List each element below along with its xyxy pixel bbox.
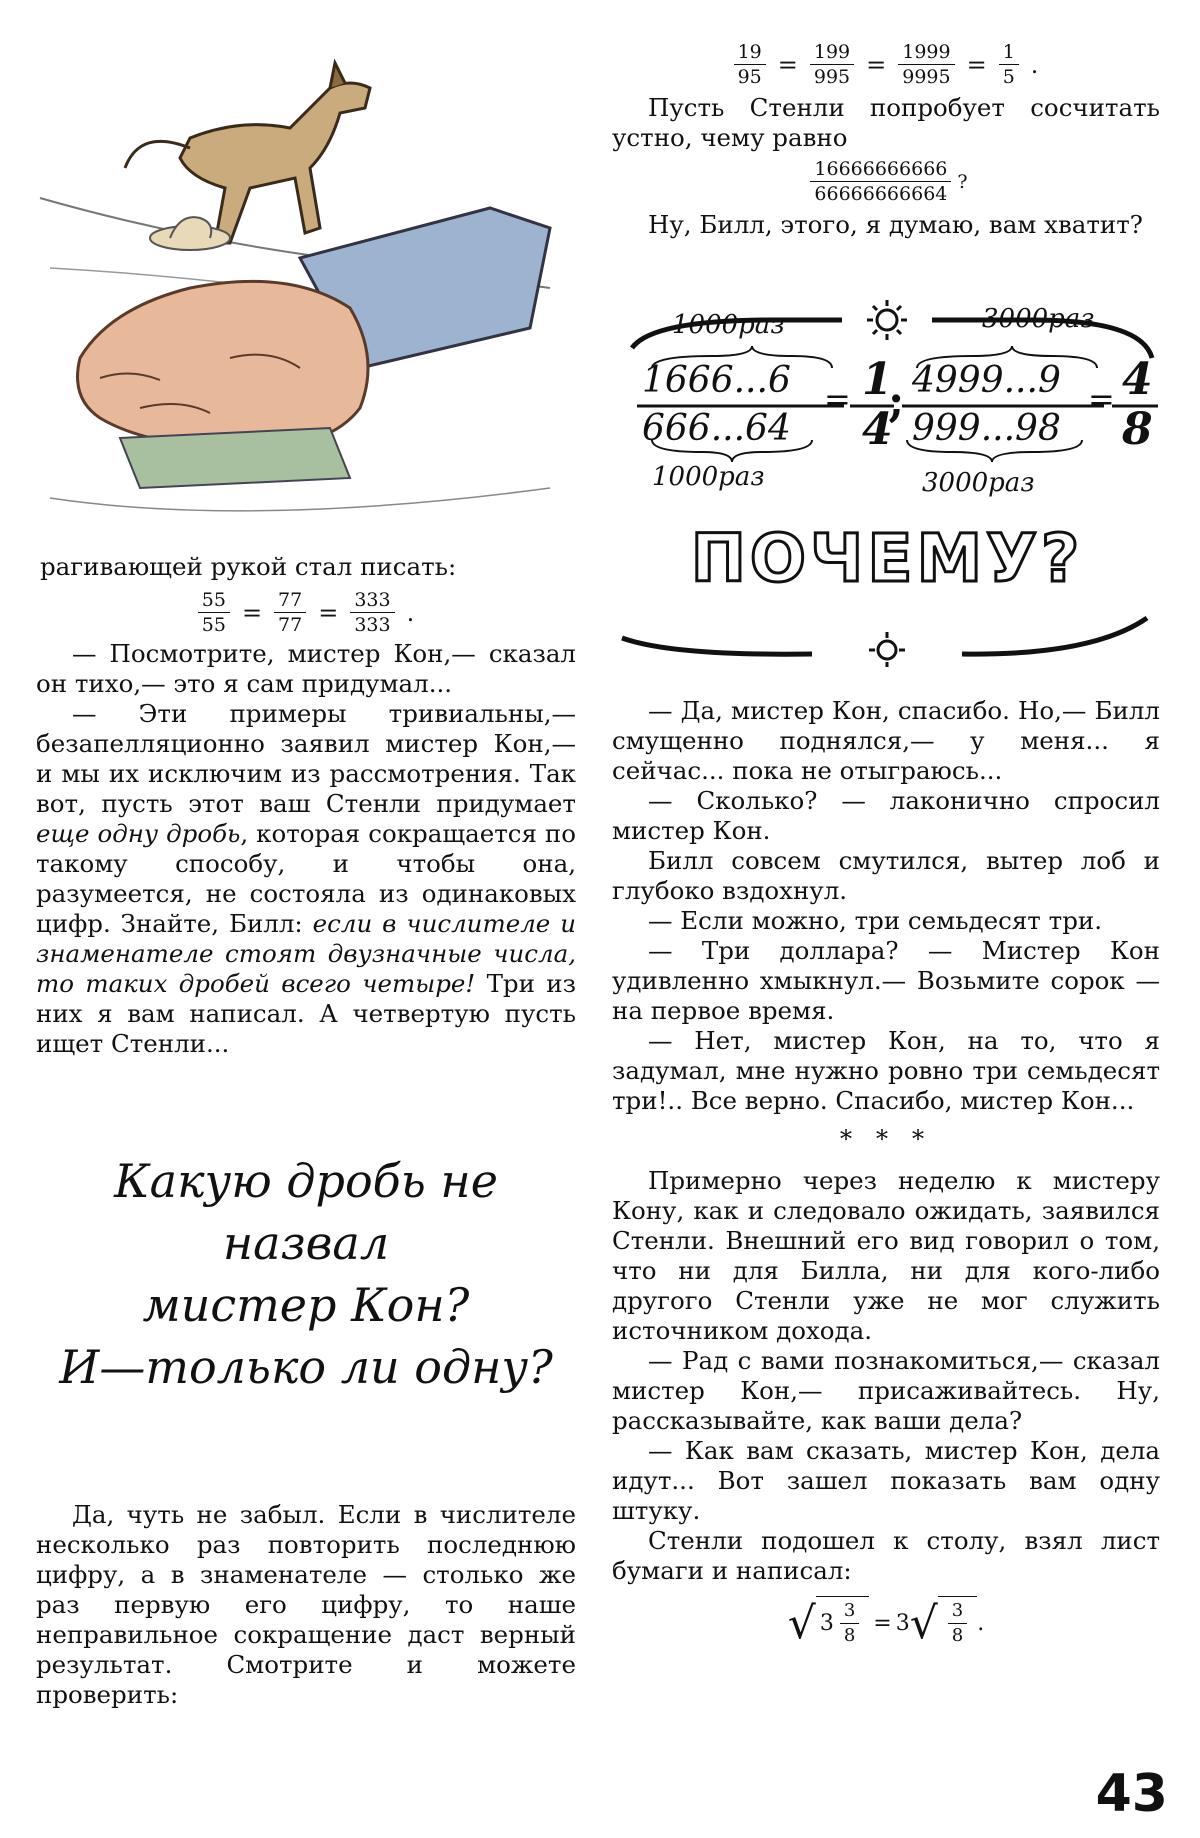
script-line: И—только ли одну? (59, 1340, 553, 1394)
fraction-equation-2: $\frac{19}{95}$ = $\frac{199}{995}$ = $\frac{1999}{9995}$ = $\frac{1}{5}$ . (612, 40, 1160, 89)
fraction: $\frac{19}{95}$ (734, 40, 766, 89)
why-box (612, 298, 1160, 668)
fraction: $\frac{199}{995}$ (810, 40, 854, 89)
left-text-block-1 (36, 552, 576, 1059)
script-line: Какую дробь не назвал (114, 1154, 498, 1270)
equals-sign: = (1088, 380, 1115, 418)
big-fraction: $\frac{16666666666}{66666666664}$ ? (612, 157, 1160, 206)
label-3000-bottom: 3000раз (922, 468, 1035, 498)
paragraph: Да, чуть не забыл. Если в числителе несколько раз повторить последнюю цифру, а в знаменателе — столько же раз первую его цифру, то наше неправильное сокращение даст верный результат. Смотрите и можете проверить: (36, 1500, 576, 1709)
equals-sign: = (824, 380, 851, 418)
paragraph: Стенли подошел к столу, взял лист бумаги и написал: (612, 1526, 1160, 1585)
intro-line: рагивающей рукой стал писать: (40, 552, 457, 581)
label-1000-top: 1000раз (672, 310, 785, 340)
numerator-left: 1666...6 (642, 360, 791, 401)
horse (125, 63, 370, 243)
section-separator: * * * (839, 1124, 933, 1153)
numerator-right: 4999...9 (912, 360, 1061, 401)
script-heading (36, 1150, 576, 1398)
fraction-equation-1: $\frac{55}{55}$ = $\frac{77}{77}$ = $\frac{333}{333}$ . (36, 588, 576, 637)
paragraph: — Сколько? — лаконично спросил мистер Кон. (612, 786, 1160, 845)
paragraph: — Как вам сказать, мистер Кон, дела идут... Вот зашел показать вам одну штуку. (612, 1436, 1160, 1525)
label-3000-top: 3000раз (982, 304, 1095, 334)
paragraph: — Рад с вами познакомиться,— сказал мистер Кон,— присаживайтесь. Ну, рассказывайте, как ваши дела? (612, 1346, 1160, 1435)
fraction: $\frac{1999}{9995}$ (898, 40, 954, 89)
sun-icon (869, 632, 905, 667)
fraction: $\frac{16666666666}{66666666664}$ (810, 157, 951, 206)
paragraph: Билл совсем смутился, вытер лоб и глубоко вздохнул. (612, 846, 1160, 905)
paragraph: — Нет, мистер Кон, на то, что я задумал, мне нужно ровно три семьдесят три!.. Все верно. Спасибо, мистер Кон... (612, 1026, 1160, 1115)
paragraph: — Если можно, три семьдесят три. (648, 906, 1103, 935)
root-formula: √ 3 $\frac{3}{8}$ = 3 √ $\frac{3}{8}$ . (787, 1597, 985, 1649)
sun-icon (867, 300, 907, 340)
script-line: мистер Кон? (142, 1278, 470, 1332)
paragraph: — Посмотрите, мистер Кон,— сказал он тихо,— это я сам придумал... (36, 639, 576, 698)
paragraph: — Эти примеры тривиальны,— безапелляционно заявил мистер Кон,— и мы их исключим из рассмотрения. Так вот, пусть этот ваш Стенли придумает еще одну дробь, которая сокращается по такому способу, и чтобы она, разумеется, не состояла из одинаковых цифр. Знайте, Билл: если в числителе и знаменателе стоят двузначные числа, то таких дробей всего четыре! Три из них я вам написал. А четвертую пусть ищет Стенли... (36, 699, 577, 1058)
horse-hand-drawing (30, 28, 560, 548)
semicolon: ; (888, 376, 905, 427)
label-1000-bottom: 1000раз (652, 462, 765, 492)
result-left-num: 1 (862, 354, 893, 405)
paragraph: — Три доллара? — Мистер Кон удивленно хмыкнул.— Возьмите сорок — на первое время. (612, 936, 1160, 1025)
paragraph: Пусть Стенли попробует сосчитать устно, чему равно (612, 93, 1160, 152)
page-number: 43 (1095, 1764, 1168, 1824)
fraction: $\frac{333}{333}$ (350, 588, 394, 637)
fraction: $\frac{55}{55}$ (198, 588, 230, 637)
fraction: $\frac{77}{77}$ (274, 588, 306, 637)
denominator-right: 999...98 (912, 408, 1061, 449)
paragraph: — Да, мистер Кон, спасибо. Но,— Билл смущенно поднялся,— у меня... я сейчас... пока не отыграюсь... (612, 696, 1160, 785)
right-text-block-2 (612, 696, 1160, 1650)
result-left-den: 4 (862, 404, 893, 455)
left-text-block-2 (36, 1500, 576, 1710)
right-text-block-1 (612, 40, 1160, 240)
result-right-den: 8 (1122, 404, 1153, 455)
paragraph: Примерно через неделю к мистеру Кону, как и следовало ожидать, заявился Стенли. Внешний его вид говорил о том, что ни для Билла, ни для кого-либо другого Стенли уже не мог служить источником дохода. (612, 1166, 1160, 1345)
denominator-left: 666...64 (642, 408, 791, 449)
why-word: ПОЧЕМУ? (690, 520, 1084, 597)
result-right-num: 4 (1122, 354, 1153, 405)
fraction: $\frac{1}{5}$ (999, 40, 1019, 89)
paragraph: Ну, Билл, этого, я думаю, вам хватит? (648, 210, 1143, 239)
illustration (30, 28, 560, 548)
